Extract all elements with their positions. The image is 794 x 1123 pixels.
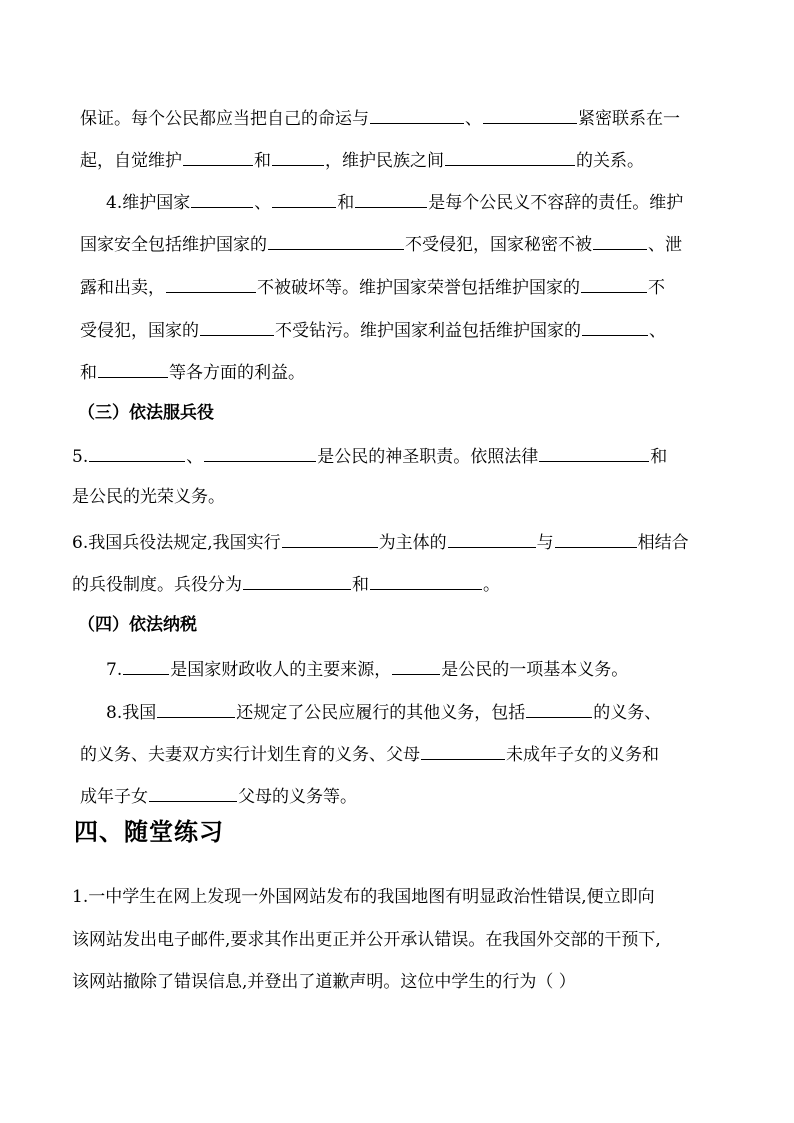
text: 还规定了公民应履行的其他义务，包括 (236, 703, 526, 723)
blank (282, 530, 378, 548)
text: 8.我国 (106, 703, 157, 723)
text: 和 (650, 447, 668, 467)
text: 不受钻污。维护国家利益包括维护国家的 (275, 321, 581, 341)
blank (272, 148, 324, 166)
blank (539, 444, 649, 462)
p4-line-2 (80, 232, 682, 256)
text: 和 (254, 151, 271, 171)
question-1-line-3: 该网站撤除了错误信息,并登出了道歉声明。这位中学生的行为（ ） (72, 972, 576, 992)
blank (526, 700, 592, 718)
blank (272, 190, 336, 208)
text: 等各方面的利益。 (169, 363, 305, 383)
text: 起，自觉维护 (80, 151, 182, 171)
text: 保证。每个公民都应当把自己的命运与 (80, 109, 369, 129)
text: 、泄 (648, 235, 682, 255)
blank (157, 700, 235, 718)
text: 是公民的光荣义务。 (72, 487, 225, 507)
text: 是每个公民义不容辞的责任。维护 (428, 193, 684, 213)
text: 的义务、夫妻双方实行计划生育的义务、父母 (80, 745, 420, 765)
p4-line-4 (80, 318, 666, 342)
text: 相结合 (637, 533, 689, 553)
text: 的兵役制度。兵役分为 (72, 575, 242, 595)
blank (200, 318, 274, 336)
p4-line-1 (106, 190, 683, 214)
blank (149, 784, 237, 802)
blank (183, 148, 253, 166)
blank (243, 572, 351, 590)
text: 7. (106, 660, 123, 680)
blank (166, 275, 256, 293)
blank (392, 657, 440, 675)
blank (355, 190, 427, 208)
text: 为主体的 (378, 533, 447, 553)
text: 5. (72, 447, 89, 467)
text: 不受侵犯，国家秘密不被 (405, 235, 592, 255)
p8-line-3 (80, 784, 357, 808)
text: 与 (536, 533, 554, 553)
text: 和 (80, 363, 97, 383)
blank (582, 318, 648, 336)
text: 父母的义务等。 (238, 787, 357, 807)
p3-line-2 (80, 148, 644, 172)
text: 、 (254, 193, 272, 213)
p8-line-2 (80, 742, 659, 766)
text: 是公民的一项基本义务。 (441, 660, 629, 680)
text: 6.我国兵役法规定,我国实行 (72, 533, 281, 553)
p5-line-1 (72, 444, 667, 468)
blank (98, 360, 168, 378)
text: 成年子女 (80, 787, 148, 807)
section-heading-3: （三）依法服兵役 (78, 403, 214, 423)
question-1-line-1: 1.一中学生在网上发现一外国网站发布的我国地图有明显政治性错误,便立即向 (72, 887, 655, 907)
text: 、 (649, 321, 666, 341)
text: 不被破坏等。维护国家荣誉包括维护国家的 (257, 278, 580, 298)
blank (445, 148, 575, 166)
blank (370, 572, 482, 590)
p4-line-3 (80, 275, 665, 299)
blank (421, 742, 505, 760)
blank (191, 190, 253, 208)
text: 的关系。 (576, 151, 644, 171)
blank (89, 444, 185, 462)
blank (555, 530, 637, 548)
text: 是公民的神圣职责。依照法律 (317, 447, 539, 467)
p7-line (106, 657, 628, 681)
question-1-line-2: 该网站发出电子邮件,要求其作出更正并公开承认错误。在我国外交部的干预下, (72, 930, 661, 950)
text: 和 (352, 575, 369, 595)
main-heading: 四、随堂练习 (74, 817, 224, 846)
blank (593, 232, 647, 250)
text: 不 (648, 278, 665, 298)
blank (581, 275, 647, 293)
p8-line-1 (106, 700, 661, 724)
text: 。 (483, 575, 500, 595)
text: 、 (465, 109, 482, 129)
blank (204, 444, 316, 462)
text: 未成年子女的义务和 (506, 745, 659, 765)
text: 国家安全包括维护国家的 (80, 235, 267, 255)
text: 的义务、 (593, 703, 662, 723)
text: 、 (186, 447, 204, 467)
blank (370, 106, 464, 124)
p6-line-1 (72, 530, 689, 554)
text: 露和出卖， (80, 278, 165, 298)
text: 是国家财政收人的主要来源， (170, 660, 392, 680)
text: ，维护民族之间 (325, 151, 444, 171)
p6-line-2 (72, 572, 500, 596)
p3-line-1 (80, 106, 680, 130)
text: 受侵犯，国家的 (80, 321, 199, 341)
text: 和 (337, 193, 355, 213)
p5-line-2 (72, 486, 225, 508)
section-heading-4: （四）依法纳税 (78, 615, 197, 635)
blank (448, 530, 536, 548)
blank (268, 232, 404, 250)
text: 紧密联系在一 (578, 109, 680, 129)
blank (483, 106, 577, 124)
blank (123, 657, 169, 675)
p4-line-5 (80, 360, 305, 384)
text: 4.维护国家 (106, 193, 191, 213)
